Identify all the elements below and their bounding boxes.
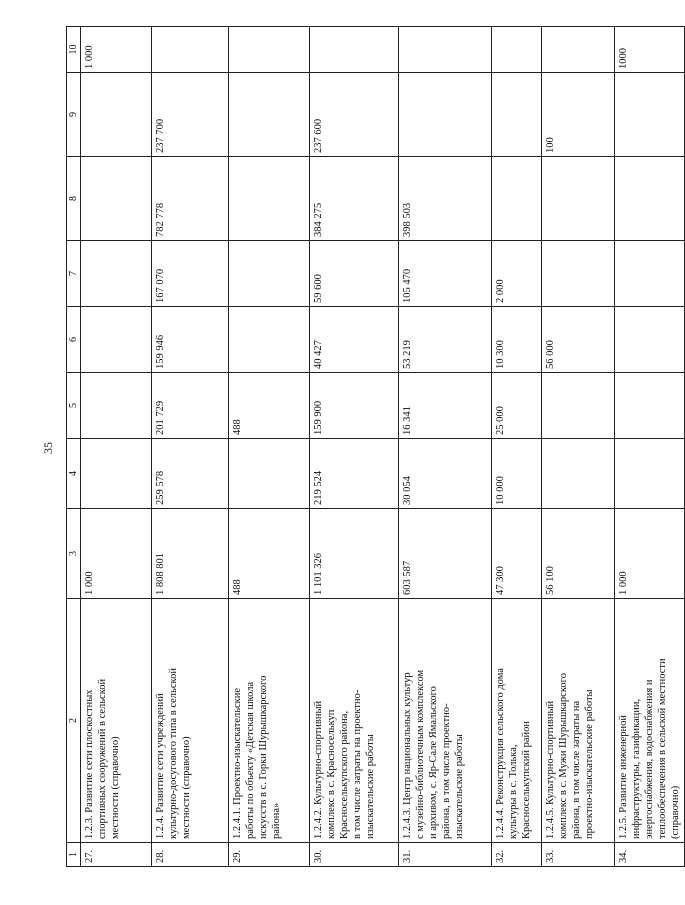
cell-col8: 782 778 (152, 157, 229, 241)
cell-col3: 1 000 (615, 509, 685, 599)
cell-col6: 40 427 (310, 307, 399, 373)
table-row (310, 27, 399, 867)
cell-col10 (229, 27, 310, 73)
cell-col3: 1 000 (81, 509, 152, 599)
cell-col9 (81, 73, 152, 157)
cell-col6 (229, 307, 310, 373)
table-row (492, 27, 542, 867)
budget-table (66, 26, 685, 867)
cell-col4: 30 054 (399, 439, 492, 509)
cell-col6: 159 946 (152, 307, 229, 373)
column-header: 5 (67, 373, 81, 439)
cell-col7: 167 070 (152, 241, 229, 307)
cell-col3: 488 (229, 509, 310, 599)
row-description: 1.2.4.4. Реконструкция сельского дома культуры в с. Толька, Красноселькупский район (492, 599, 542, 843)
row-number: 31. (399, 843, 492, 867)
cell-col10 (152, 27, 229, 73)
cell-col7 (81, 241, 152, 307)
column-header: 2 (67, 599, 81, 843)
cell-col6: 10 300 (492, 307, 542, 373)
cell-col8: 384 275 (310, 157, 399, 241)
cell-col7 (229, 241, 310, 307)
column-header: 10 (67, 27, 81, 73)
cell-col5 (81, 373, 152, 439)
cell-col10 (542, 27, 615, 73)
cell-col10: 1000 (615, 27, 685, 73)
cell-col3: 603 587 (399, 509, 492, 599)
cell-col6: 56 000 (542, 307, 615, 373)
cell-col6: 53 219 (399, 307, 492, 373)
table-header-row (67, 27, 81, 867)
cell-col10: 1 000 (81, 27, 152, 73)
cell-col5: 488 (229, 373, 310, 439)
column-header: 7 (67, 241, 81, 307)
cell-col5: 159 900 (310, 373, 399, 439)
cell-col6 (81, 307, 152, 373)
cell-col6 (615, 307, 685, 373)
cell-col8: 398 503 (399, 157, 492, 241)
cell-col7: 105 470 (399, 241, 492, 307)
row-number: 27. (81, 843, 152, 867)
cell-col4 (81, 439, 152, 509)
cell-col5: 16 341 (399, 373, 492, 439)
table-row (542, 27, 615, 867)
cell-col5: 201 729 (152, 373, 229, 439)
cell-col5 (615, 373, 685, 439)
cell-col4: 10 000 (492, 439, 542, 509)
cell-col9 (229, 73, 310, 157)
cell-col7 (615, 241, 685, 307)
cell-col10 (492, 27, 542, 73)
row-number: 28. (152, 843, 229, 867)
cell-col8 (229, 157, 310, 241)
cell-col7: 2 000 (492, 241, 542, 307)
page-number: 35 (41, 442, 55, 454)
cell-col8 (615, 157, 685, 241)
table-row (81, 27, 152, 867)
rotated-table-container (66, 27, 681, 867)
cell-col5: 25 000 (492, 373, 542, 439)
cell-col8 (81, 157, 152, 241)
column-header: 3 (67, 509, 81, 599)
row-number: 33. (542, 843, 615, 867)
column-header: 4 (67, 439, 81, 509)
row-description: 1.2.4. Развитие сети учреждений культурно-досугового типа в сельской местности (справочно) (152, 599, 229, 843)
cell-col4 (229, 439, 310, 509)
table-row (399, 27, 492, 867)
column-header: 8 (67, 157, 81, 241)
row-number: 30. (310, 843, 399, 867)
table-row (152, 27, 229, 867)
row-description: 1.2.4.3. Центр национальных культур с музейно-библиотечным комплексом и архивом, с. Яр-Сале Ямальского района, в том числе проектно- изыскательские работы (399, 599, 492, 843)
cell-col9 (399, 73, 492, 157)
column-header: 6 (67, 307, 81, 373)
cell-col5 (542, 373, 615, 439)
cell-col9 (492, 73, 542, 157)
column-header: 1 (67, 843, 81, 867)
cell-col3: 47 300 (492, 509, 542, 599)
cell-col3: 1 101 326 (310, 509, 399, 599)
row-description: 1.2.5. Развитие инженерной инфраструктуры, газификации, энергоснабжения, водоснабжения и теплообеспечения в сельской местности (справочно) (615, 599, 685, 843)
cell-col3: 1 808 801 (152, 509, 229, 599)
cell-col8 (492, 157, 542, 241)
row-description: 1.2.4.1. Проектно-изыскательские работы по объекту «Детская школа искусств в с. Горки Шурышкарского района» (229, 599, 310, 843)
cell-col4 (615, 439, 685, 509)
cell-col3: 56 100 (542, 509, 615, 599)
cell-col4 (542, 439, 615, 509)
column-header: 9 (67, 73, 81, 157)
cell-col9: 237 600 (310, 73, 399, 157)
cell-col9: 237 700 (152, 73, 229, 157)
row-number: 32. (492, 843, 542, 867)
cell-col4: 259 578 (152, 439, 229, 509)
row-number: 34. (615, 843, 685, 867)
row-description: 1.2.4.5. Культурно-спортивный комплекс в с. Мужи Шурышкарского района, в том числе затраты на проектно-изыскательские работы (542, 599, 615, 843)
cell-col7 (542, 241, 615, 307)
table-row (229, 27, 310, 867)
row-description: 1.2.3. Развитие сети плоскостных спортивных сооружений в сельской местности (справочно) (81, 599, 152, 843)
cell-col9 (615, 73, 685, 157)
cell-col7: 59 600 (310, 241, 399, 307)
cell-col10 (399, 27, 492, 73)
row-number: 29. (229, 843, 310, 867)
table-row (615, 27, 685, 867)
cell-col10 (310, 27, 399, 73)
cell-col9: 100 (542, 73, 615, 157)
row-description: 1.2.4.2. Культурно-спортивный комплекс в с. Красноселькуп Красноселькупского района, в том числе затраты на проектно- изыскательские работы (310, 599, 399, 843)
cell-col8 (542, 157, 615, 241)
cell-col4: 219 524 (310, 439, 399, 509)
